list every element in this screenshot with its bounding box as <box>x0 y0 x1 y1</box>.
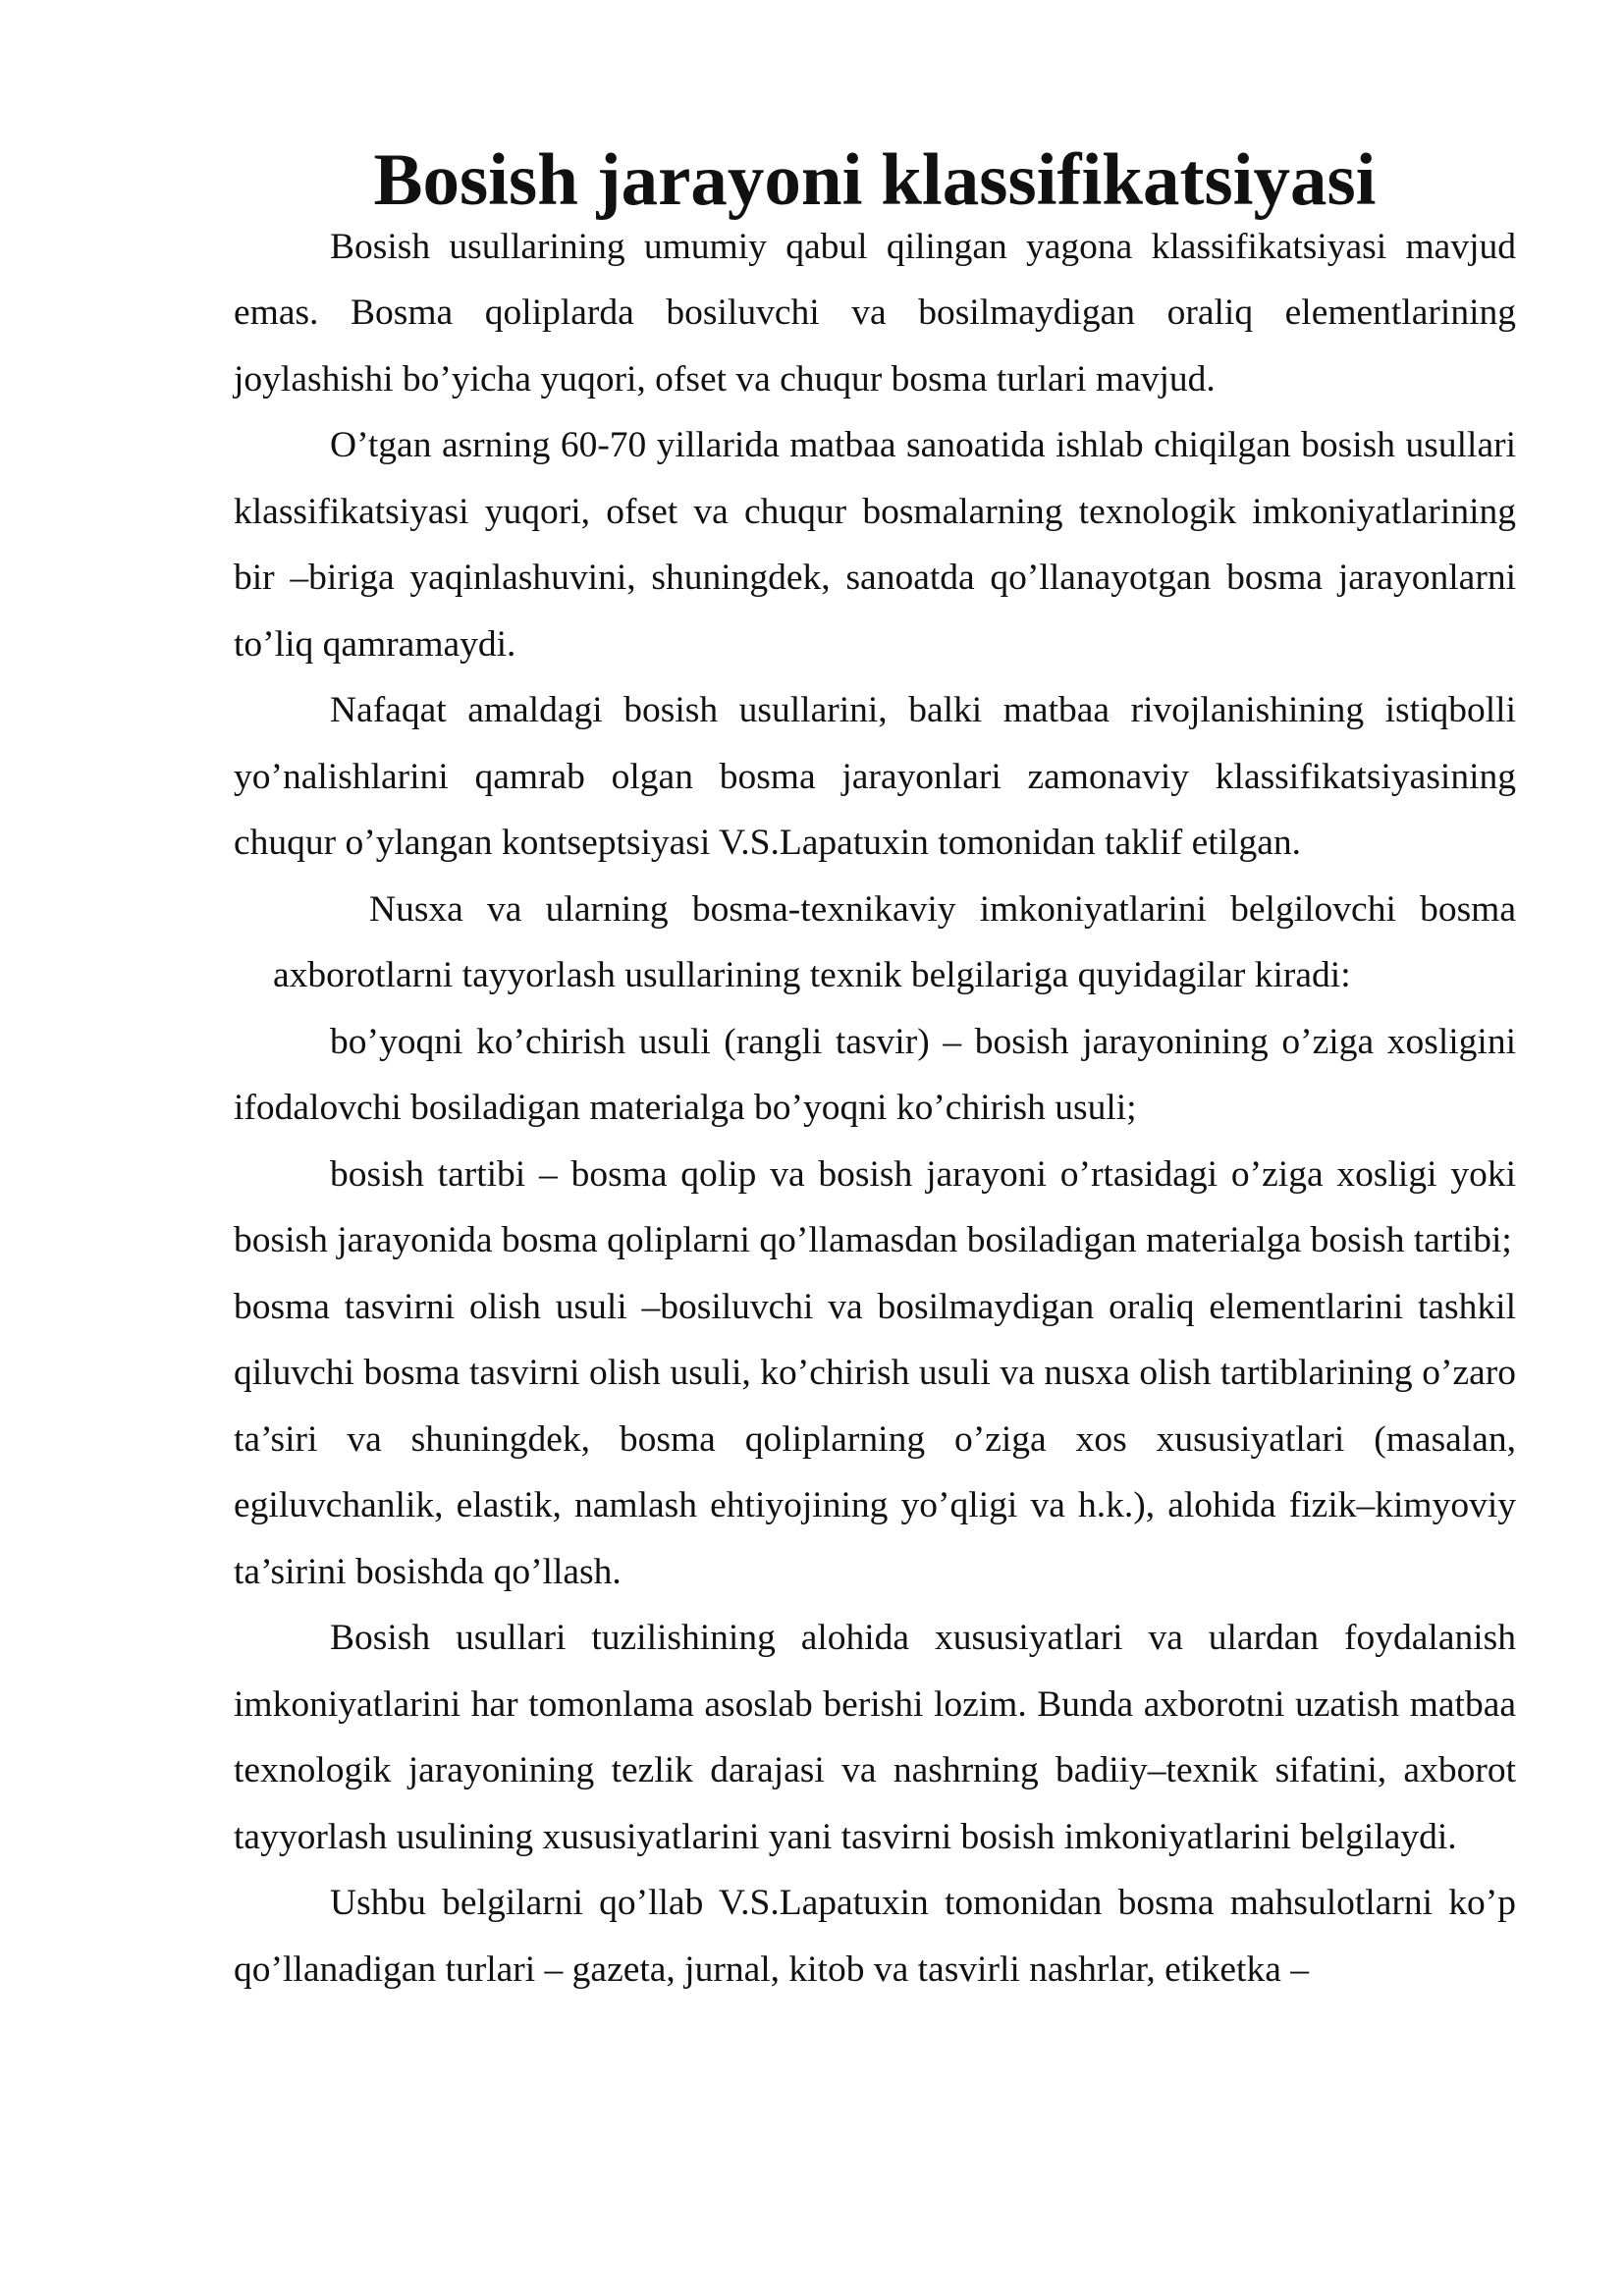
paragraph-7: bosma tasvirni olish usuli –bosiluvchi va bosilmaydigan oraliq elementlarini tashkil qiluvchi bosma tasvirni olish usuli, ko’chirish usuli va nusxa olish tartiblarining o’zaro ta’siri va shuningdek, bosma qoliplarning o’ziga xos xususiyatlari (masalan, egiluvchanlik, elastik, namlash ehtiyojining yo’qligi va h.k.), alohida fizik–kimyoviy ta’sirini bosishda qo’llash. <box>234 1286 1516 1592</box>
document-page <box>234 139 1516 2002</box>
paragraph-6: bosish tartibi – bosma qolip va bosish jarayoni o’rtasidagi o’ziga xosligi yoki bosish jarayonida bosma qoliplarni qo’llamasdan bosiladigan materialga bosish tartibi; <box>234 1153 1516 1260</box>
paragraph-8: Bosish usullari tuzilishining alohida xususiyatlari va ulardan foydalanish imkoniyatlarini har tomonlama asoslab berishi lozim. Bunda axborotni uzatish matbaa texnologik jarayonining tezlik darajasi va nashrning badiiy–texnik sifatini, axborot tayyorlash usulining xususiyatlarini yani tasvirni bosish imkoniyatlarini belgilaydi. <box>234 1618 1516 1857</box>
paragraph-1: Bosish usullarining umumiy qabul qilingan yagona klassifikatsiyasi mavjud emas. Bosma qoliplarda bosiluvchi va bosilmaydigan oraliq elementlarining joylashishi bo’yicha yuqori, ofset va chuqur bosma turlari mavjud. <box>234 226 1516 400</box>
paragraph-4: Nusxa va ularning bosma-texnikaviy imkoniyatlarini belgilovchi bosma axborotlarni tayyorlash usullarining texnik belgilariga quyidagilar kiradi: <box>273 888 1516 995</box>
document-title: Bosish jarayoni klassifikatsiyasi <box>373 139 1377 221</box>
paragraph-3: Nafaqat amaldagi bosish usullarini, balki matbaa rivojlanishining istiqbolli yo’nalishlarini qamrab olgan bosma jarayonlari zamonaviy klassifikatsiyasining chuqur o’ylangan kontseptsiyasi V.S.Lapatuxin tomonidan taklif etilgan. <box>234 690 1516 863</box>
paragraph-9: Ushbu belgilarni qo’llab V.S.Lapatuxin tomonidan bosma mahsulotlarni ko’p qo’llanadigan turlari – gazeta, jurnal, kitob va tasvirli nashrlar, etiketka – <box>234 1883 1516 1990</box>
paragraph-2: O’tgan asrning 60-70 yillarida matbaa sanoatida ishlab chiqilgan bosish usullari klassifikatsiyasi yuqori, ofset va chuqur bosmalarning texnologik imkoniyatlarining bir –biriga yaqinlashuvini, shuningdek, sanoatda qo’llanayotgan bosma jarayonlarni to’liq qamramaydi. <box>234 425 1516 665</box>
paragraph-5: bo’yoqni ko’chirish usuli (rangli tasvir) – bosish jarayonining o’ziga xosligini ifodalovchi bosiladigan materialga bo’yoqni ko’chirish usuli; <box>234 1021 1516 1128</box>
